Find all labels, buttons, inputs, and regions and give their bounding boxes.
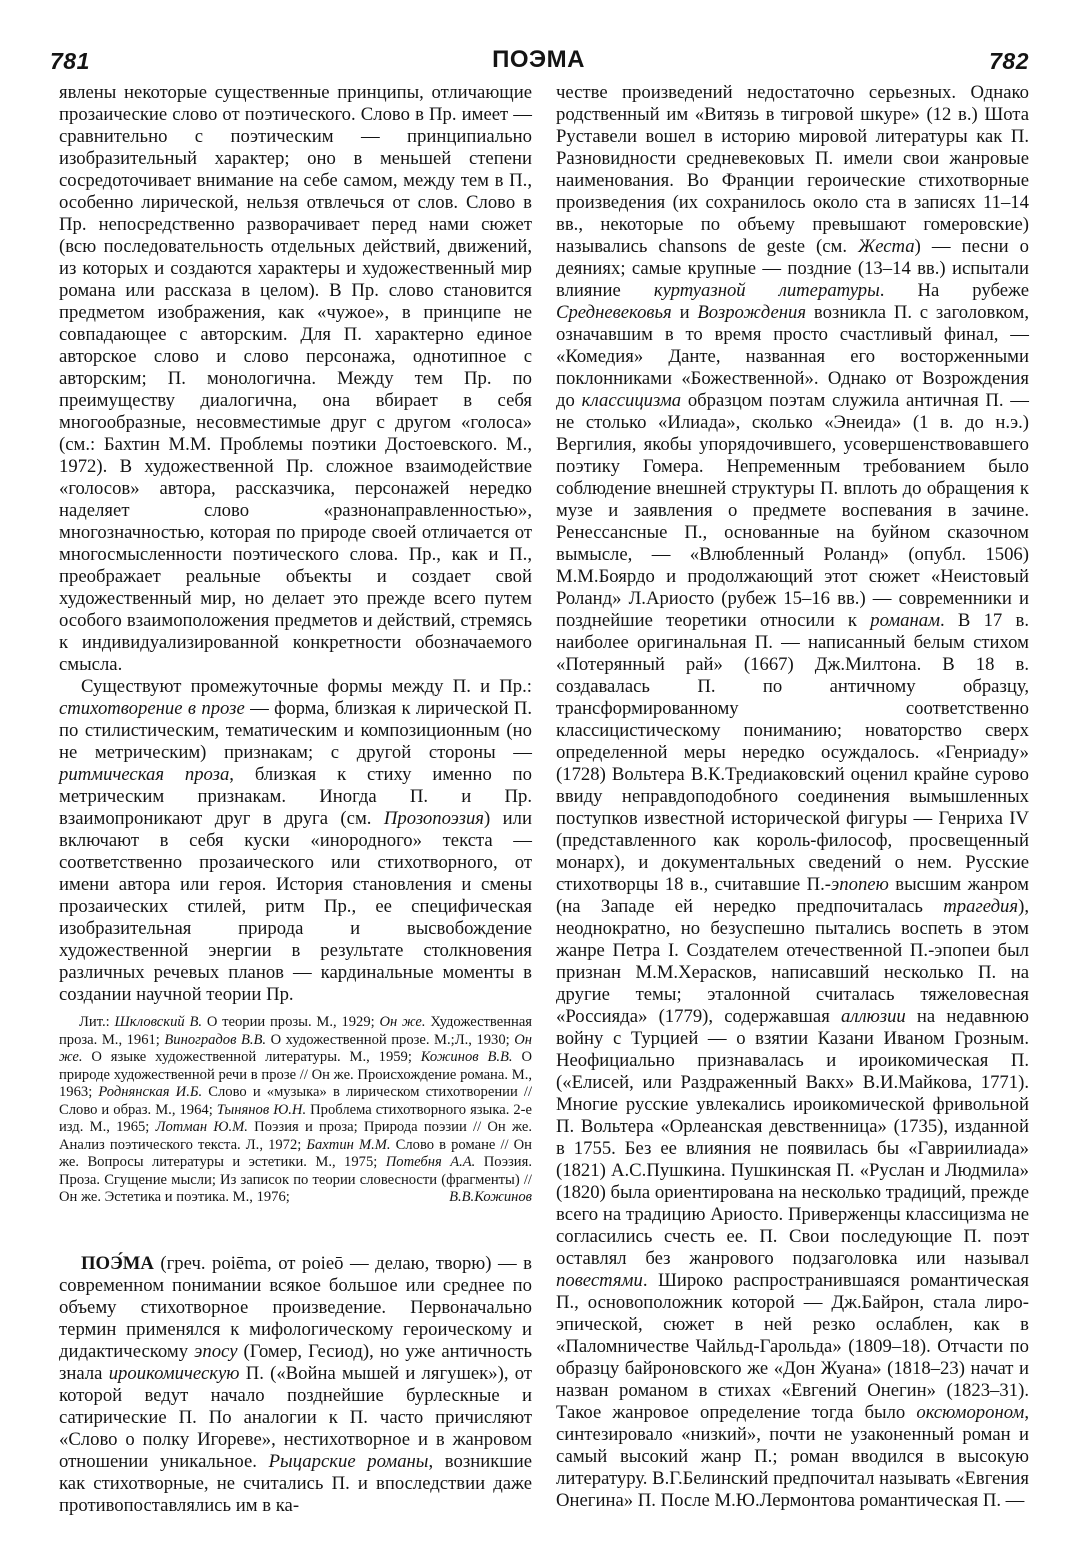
term-italic: романам [870, 610, 941, 631]
text-run: (греч. poiēma, от poieō — делаю, творю) — в современном понимании всякое большое или среднее по объему стихотворное произведение. Первоначально термин применялся к мифологическому героическому и дидактическому [59, 1252, 532, 1362]
text-run: ), неоднократно, но безуспешно пытались воспеть в этом жанре Петра I. Создателем отечественной П.-эпопеи был признан М.М.Херасков, написавший несколько П. на другие темы; эталонной считалась тяжеловесная «Россияда» (1779), содержавшая [556, 896, 1029, 1027]
lit-author: Лотман Ю.М. [155, 1119, 248, 1135]
paragraph-prose-principles [59, 82, 532, 676]
text-run: явлены некоторые существенные принципы, отличающие прозаические слово от поэтического. Слово в Пр. имеет — сравнительно с поэтическим — принципиально изобразительный характер; оно в меньшей степени сосредоточивает внимание на себе самом, между тем в П., особенно лирической, нельзя отвлечься от слов. Слово в Пр. непосредственно разворачивает перед нами сюжет (всю последовательность отдельных действий, движений, из которых и создаются характеры и художественный мир романа или рассказа в целом). В Пр. слово становится предметом изображения, как «чужое», в принципе не совпадающее с авторским. Для П. характерно единое авторское слово и слово персонажа, однотипное с авторским; П. монологична. Между тем Пр. по преимуществу диалогична, она вбирает в себя многообразные, несовместимые друг с другом «голоса» (см.: Бахтин М.М. Проблемы поэтики Достоевского. М., 1972). В художественной Пр. сложное взаимодействие «голосов» автора, рассказчика, персонажей нередко наделяет слово «разнонаправленностью», многозначностью, которая по природе своей отличается от многосмысленности поэтического слова. Пр., как и П., преображает реальные объекты и создает свой художественный мир, но делает это прежде всего путем особого взаимоположения предметов и действий, стремясь к индивидуализированной конкретности обозначаемого смысла. [59, 82, 532, 675]
literature-list [59, 1014, 532, 1207]
term-italic: повестями [556, 1270, 643, 1291]
term-italic: аллюзии [840, 1006, 906, 1027]
term-italic: куртуазной литературы [653, 280, 880, 301]
lit-title: О природе художественной речи в прозе // Он же. Происхождение романа. М., 1963; [59, 1049, 532, 1100]
text-run: на недавнюю войну с Турцией — о взятии Казани Иваном Грозным. Неофициально признавалась и ироикомическая П. («Елисей, или Раздраженный Вакх» В.И.Майкова, 1771). Многие русские увлекались ироикомической фривольной П. Вольтера «Орлеанская девственница» (1735), изданной в 1755. Без ее влияния не появилась бы «Гавриилиада» (1821) А.С.Пушкина. Пушкинская П. «Руслан и Людмила» (1820) была ориентирована на несколько традиций, прежде всего на традицию Ариосто. Приверженцы классицизма не согласились счесть ее. П. Свои последующие П. поэт оставлял без жанрового подзаголовка или называл [556, 1006, 1030, 1269]
text-run: (Гомер, Гесиод), но уже античность знала [59, 1340, 532, 1384]
running-head: ПОЭМА [492, 46, 585, 73]
text-run: и [671, 302, 698, 323]
lit-author: Потебня А.А. [385, 1154, 476, 1170]
page-header [0, 0, 1077, 90]
lit-title: Поэзия и проза; Природа поэзии // Он же. Анализ поэтического текста. Л., 1972; [59, 1119, 532, 1153]
lit-title: О языке художественной литературы. М., 1959; [82, 1049, 421, 1065]
term-italic: эпопею [831, 874, 889, 895]
lit-title: Слово в романе // Он же. Вопросы литературы и эстетики. М., 1975; [59, 1136, 532, 1170]
term-italic: Средневековья [556, 302, 672, 323]
entry-poema [59, 1253, 532, 1517]
lit-author: Шкловский В. [114, 1014, 203, 1030]
text-run: — форма, близкая к лирической П. по стилистическим, тематическим и композиционным (но не метрическим) признакам; с другой стороны — [59, 698, 532, 763]
text-run: честве произведений недостаточно серьезных. Однако родственный им «Витязь в тигровой шкуре» (12 в.) Шота Руставели вошел в историю мировой литературы как П. Разновидности средневековых П. имели свои жанровые наименования. Во Франции героические стихотворные произведения (их сохранилось около ста в записях 11–14 вв., некоторые по объему превышают гомеровские) назывались chansons de geste (см. [556, 82, 1029, 257]
lit-title: Художественная проза. М., 1961; [59, 1014, 533, 1048]
text-run: П. («Война мышей и лягушек»), от которой ведут начало позднейшие бурлескные и сатирические П. По аналогии к П. часто причисляют «Слово о полку Игореве», нестихотворное и в жанровом отношении уникальное. [59, 1362, 532, 1472]
term-italic: Рыцарские романы [268, 1450, 429, 1472]
text-run: высшим жанром (на Западе ей нередко предпочиталась [556, 874, 1029, 917]
text-run: . На рубеже [879, 280, 1030, 301]
entry-headword: ПОЭ́МА [81, 1252, 154, 1274]
page-number-left: 781 [50, 48, 90, 74]
term-italic: ритмическая проза [59, 764, 230, 785]
lit-author: Роднянская И.Б. [98, 1084, 203, 1100]
text-run: . Широко распространившаяся романтическая П., основоположник которой — Дж.Байрон, стала лиро-эпической, сюжет в ней резко ослаблен, как в «Паломничестве Чайльд-Гарольда» (1809–18). Отчасти по образцу байроновского же «Дон Жуана» (1818–23) начат и назван романом в стихах «Евгений Онегин» (1823–31). Такое жанровое определение тогда было [556, 1270, 1029, 1423]
term-italic: стихотворение в прозе [59, 698, 245, 719]
paragraph-intermediate-forms [59, 676, 532, 1006]
lit-title: Слово и «музыка» в лирическом стихотворении // Слово и образ. М., 1964; [59, 1084, 532, 1118]
author-signature: В.В.Кожинов [449, 1189, 532, 1205]
text-run: Существуют промежуточные формы между П. и Пр.: [81, 676, 532, 697]
left-column [59, 82, 532, 1517]
text-run: , возникшие как стихотворные, не считались П. и впоследствии даже противопоставлялись им в ка- [59, 1450, 532, 1516]
text-run: ) — песни о деяниях; самые крупные — поздние (13–14 вв.) испытали влияние [556, 236, 1029, 301]
text-run: , синтезировало «низкий», почти не узаконенный роман и самый высокий жанр П.; роман вводился в высокую литературу. В.Г.Белинский предпочитал называть «Евгения Онегина» П. После М.Ю.Лермонтова романтическая П. — [556, 1402, 1029, 1511]
lit-title: О художественной прозе. М.;Л., 1930; [266, 1031, 515, 1048]
text-run: возникла П. с заголовком, означавшим в то время просто счастливый финал, — «Комедия» Данте, названная его восторженными поклонниками «Божественной». Однако от Возрождения до [556, 302, 1029, 411]
term-italic: классицизма [581, 390, 682, 411]
right-column [556, 82, 1029, 1512]
term-italic: эпосу [194, 1340, 238, 1362]
lit-label: Лит.: [79, 1014, 115, 1030]
lit-author: Он же. [379, 1014, 426, 1030]
lit-title: Поэзия. Проза. Сгущение мысли; Из записок по теории словесности (фрагменты) // Он же. Эстетика и поэтика. М., 1976; [59, 1154, 532, 1205]
term-italic: трагедия [943, 896, 1019, 917]
term-italic: Возрождения [697, 302, 807, 323]
term-italic: Жеста [858, 236, 915, 257]
lit-author: Кожинов В.В. [420, 1049, 513, 1065]
lit-author: Тынянов Ю.Н. [216, 1101, 307, 1118]
lit-title: Проблема стихотворного языка. 2-е изд. М., 1965; [59, 1101, 533, 1135]
lit-author: Он же. [59, 1031, 532, 1065]
term-italic: ироикомическую [108, 1362, 240, 1384]
paragraph-poema-history [556, 82, 1029, 1512]
text-run: , близкая к стиху именно по метрическим признакам. Иногда П. и Пр. взаимопроникают друг в друга (см. [59, 764, 533, 829]
term-italic: Прозопоэзия [383, 808, 484, 829]
lit-author: Виноградов В.В. [164, 1031, 267, 1048]
page-number-right: 782 [989, 48, 1029, 74]
lit-author: Бахтин М.М. [306, 1136, 391, 1153]
text-run: образцом поэтам служила античная П. — не столько «Илиада», сколько «Энеида» (1 в. до н.э.) Вергилия, якобы упорядочившего, усовершенствовавшего поэтику Гомера. Непременным требованием было соблюдение внешней структуры П. вплоть до обращения к музе и заявления о предмете воспевания в зачине. Ренессансные П., основанные на буйном сказочном вымысле, — «Влюбленный Роланд» (опубл. 1506) М.М.Боярдо и продолжающий этот сюжет «Неистовый Роланд» Л.Ариосто (рубеж 15–16 вв.) — современники и позднейшие теоретики относили к [556, 390, 1029, 631]
text-run: . В 17 в. наиболее оригинальная П. — написанный белым стихом «Потерянный рай» (1667) Дж.Милтона. В 18 в. создавалась П. по античному образцу, трансформированному соответственно классицистическому пониманию; новаторство сверх определенной меры нередко осуждалось. «Генриаду» (1728) Вольтера В.К.Тредиаковский оценил крайне сурово ввиду неправдоподобного соединения вымышленных поступков известной исторической фигуры — Генриха IV (представленного как король-философ, просвещенный монарх), и документальных сведений о нем. Русские стихотворцы 18 в., считавшие П.- [556, 610, 1029, 895]
text-run: ) или включают в себя куски «инородного» текста — соответственно прозаического или стихотворного, от имени автора или героя. История становления и смены прозаических стилей, ритм Пр., ее специфическая изобразительная природа и высвобождение художественной энергии в результате столкновения различных речевых планов — кардинальные моменты в создании научной теории Пр. [59, 808, 532, 1005]
term-italic: оксюмороном [916, 1402, 1025, 1423]
lit-title: О теории прозы. М., 1929; [202, 1014, 380, 1030]
